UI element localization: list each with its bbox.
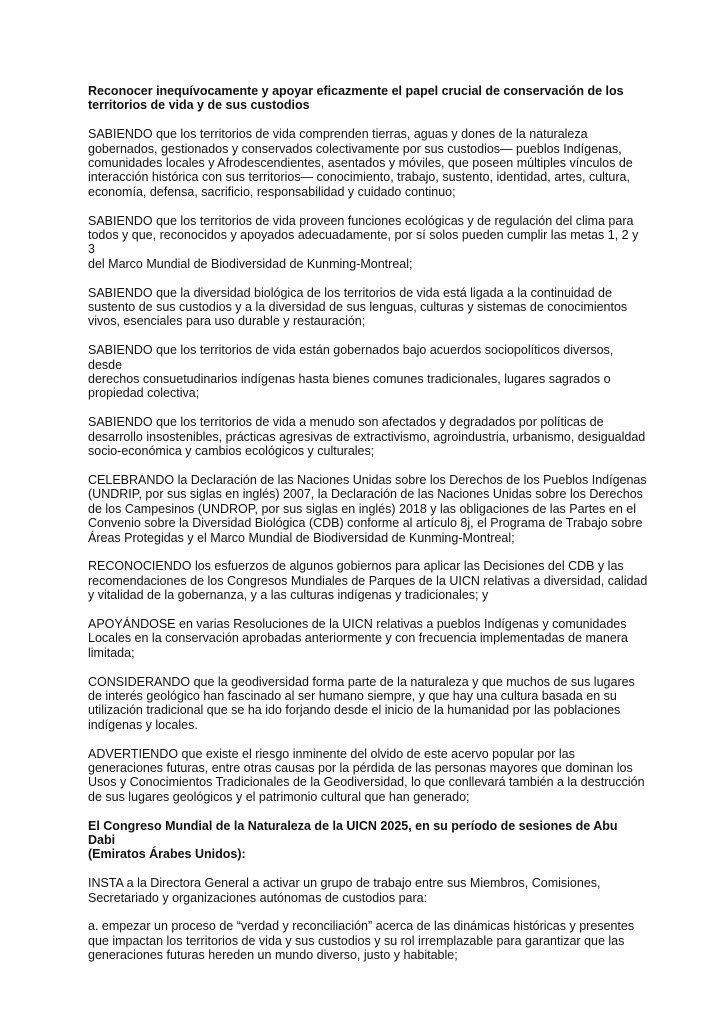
paragraph-sabiendo-2: SABIENDO que los territorios de vida proveen funciones ecológicas y de regulación del clima para todos y que, reconocidos y apoyados adecuadamente, por sí solos pueden cumplir las metas 1, 2 y 3 del Marco Mundial de Biodiversidad de Kunming-Montreal; [88,213,639,271]
list-item-a: a. empezar un proceso de “verdad y reconciliación” acerca de las dinámicas históricas y presentes que impactan los territorios de vida y sus custodios y su rol irremplazable para garantizar que las generaciones futuras hereden un mundo diverso, justo y habitable; [88,919,635,963]
paragraph-sabiendo-1: SABIENDO que los territorios de vida comprenden tierras, aguas y dones de la naturaleza gobernados, gestionados y conservados colectivamente por sus custodios— pueblos Indígenas, comunidades locales y Afrodescendientes, asentados y móviles, que poseen múltiples vínculos de interacción histórica con sus territorios— conocimiento, trabajo, sustento, identidad, artes, cultura, economía, defensa, sacrificio, responsabilidad y cuidado continuo; [88,127,633,199]
paragraph-reconociendo: RECONOCIENDO los esfuerzos de algunos gobiernos para aplicar las Decisiones del CDB y las recomendaciones de los Congresos Mundiales de Parques de la UICN relativas a diversidad, calidad y vitalidad de la gobernanza, y a las culturas indígenas y tradicionales; y [88,559,648,603]
paragraph-sabiendo-3: SABIENDO que la diversidad biológica de los territorios de vida está ligada a la continuidad de sustento de sus custodios y a la diversidad de sus lenguas, culturas y sistemas de conocimientos vivos, esenciales para uso durable y restauración; [88,285,628,329]
document-title: Reconocer inequívocamente y apoyar eficazmente el papel crucial de conservación de los territorios de vida y de sus custodios [88,84,624,113]
paragraph-insta: INSTA a la Directora General a activar un grupo de trabajo entre sus Miembros, Comisiones, Secretariado y organizaciones autónomas de custodios para: [88,876,601,905]
paragraph-considerando: CONSIDERANDO que la geodiversidad forma parte de la naturaleza y que muchos de sus lugares de interés geológico han fascinado al ser humano siempre, y que hay una cultura basada en su utilización tradicional que se ha ido forjando desde el inicio de la humanidad por las poblaciones indígenas y locales. [88,674,635,732]
congress-heading: El Congreso Mundial de la Naturaleza de la UICN 2025, en su período de sesiones de Abu Dabi (Emiratos Árabes Unidos): [88,818,618,862]
paragraph-celebrando: CELEBRANDO la Declaración de las Naciones Unidas sobre los Derechos de los Pueblos Indígenas (UNDRIP, por sus siglas en inglés) 2007, la Declaración de las Naciones Unidas sobre los Derechos de los Campesinos (UNDROP, por sus siglas en inglés) 2018 y las obligaciones de las Partes en el Convenio sobre la Diversidad Biológica (CDB) conforme al artículo 8j, el Programa de Trabajo sobre Áreas Protegidas y el Marco Mundial de Biodiversidad de Kunming-Montreal; [88,472,647,545]
paragraph-apoyandose: APOYÁNDOSE en varias Resoluciones de la UICN relativas a pueblos Indígenas y comunidades Locales en la conservación aprobadas anteriormente y con frecuencia implementadas de manera limitada; [88,616,628,660]
paragraph-advirtiendo: ADVERTIENDO que existe el riesgo inminente del olvido de este acervo popular por las generaciones futuras, entre otras causas por la pérdida de las personas mayores que dominan los Usos y Conocimientos Tradicionales de la Geodiversidad, lo que conllevará también a la destrucción de sus lugares geológicos y el patrimonio cultural que han generado; [88,746,645,804]
paragraph-sabiendo-5: SABIENDO que los territorios de vida a menudo son afectados y degradados por políticas de desarrollo insostenibles, prácticas agresivas de extractivismo, agroindustria, urbanismo, desigualdad socio-económica y cambios ecológicos y culturales; [88,415,646,459]
document-page [88,84,648,977]
paragraph-sabiendo-4: SABIENDO que los territorios de vida están gobernados bajo acuerdos sociopolíticos diversos, desde derechos consuetudinarios indígenas hasta bienes comunes tradicionales, lugares sagrados o propiedad colectiva; [88,343,614,401]
